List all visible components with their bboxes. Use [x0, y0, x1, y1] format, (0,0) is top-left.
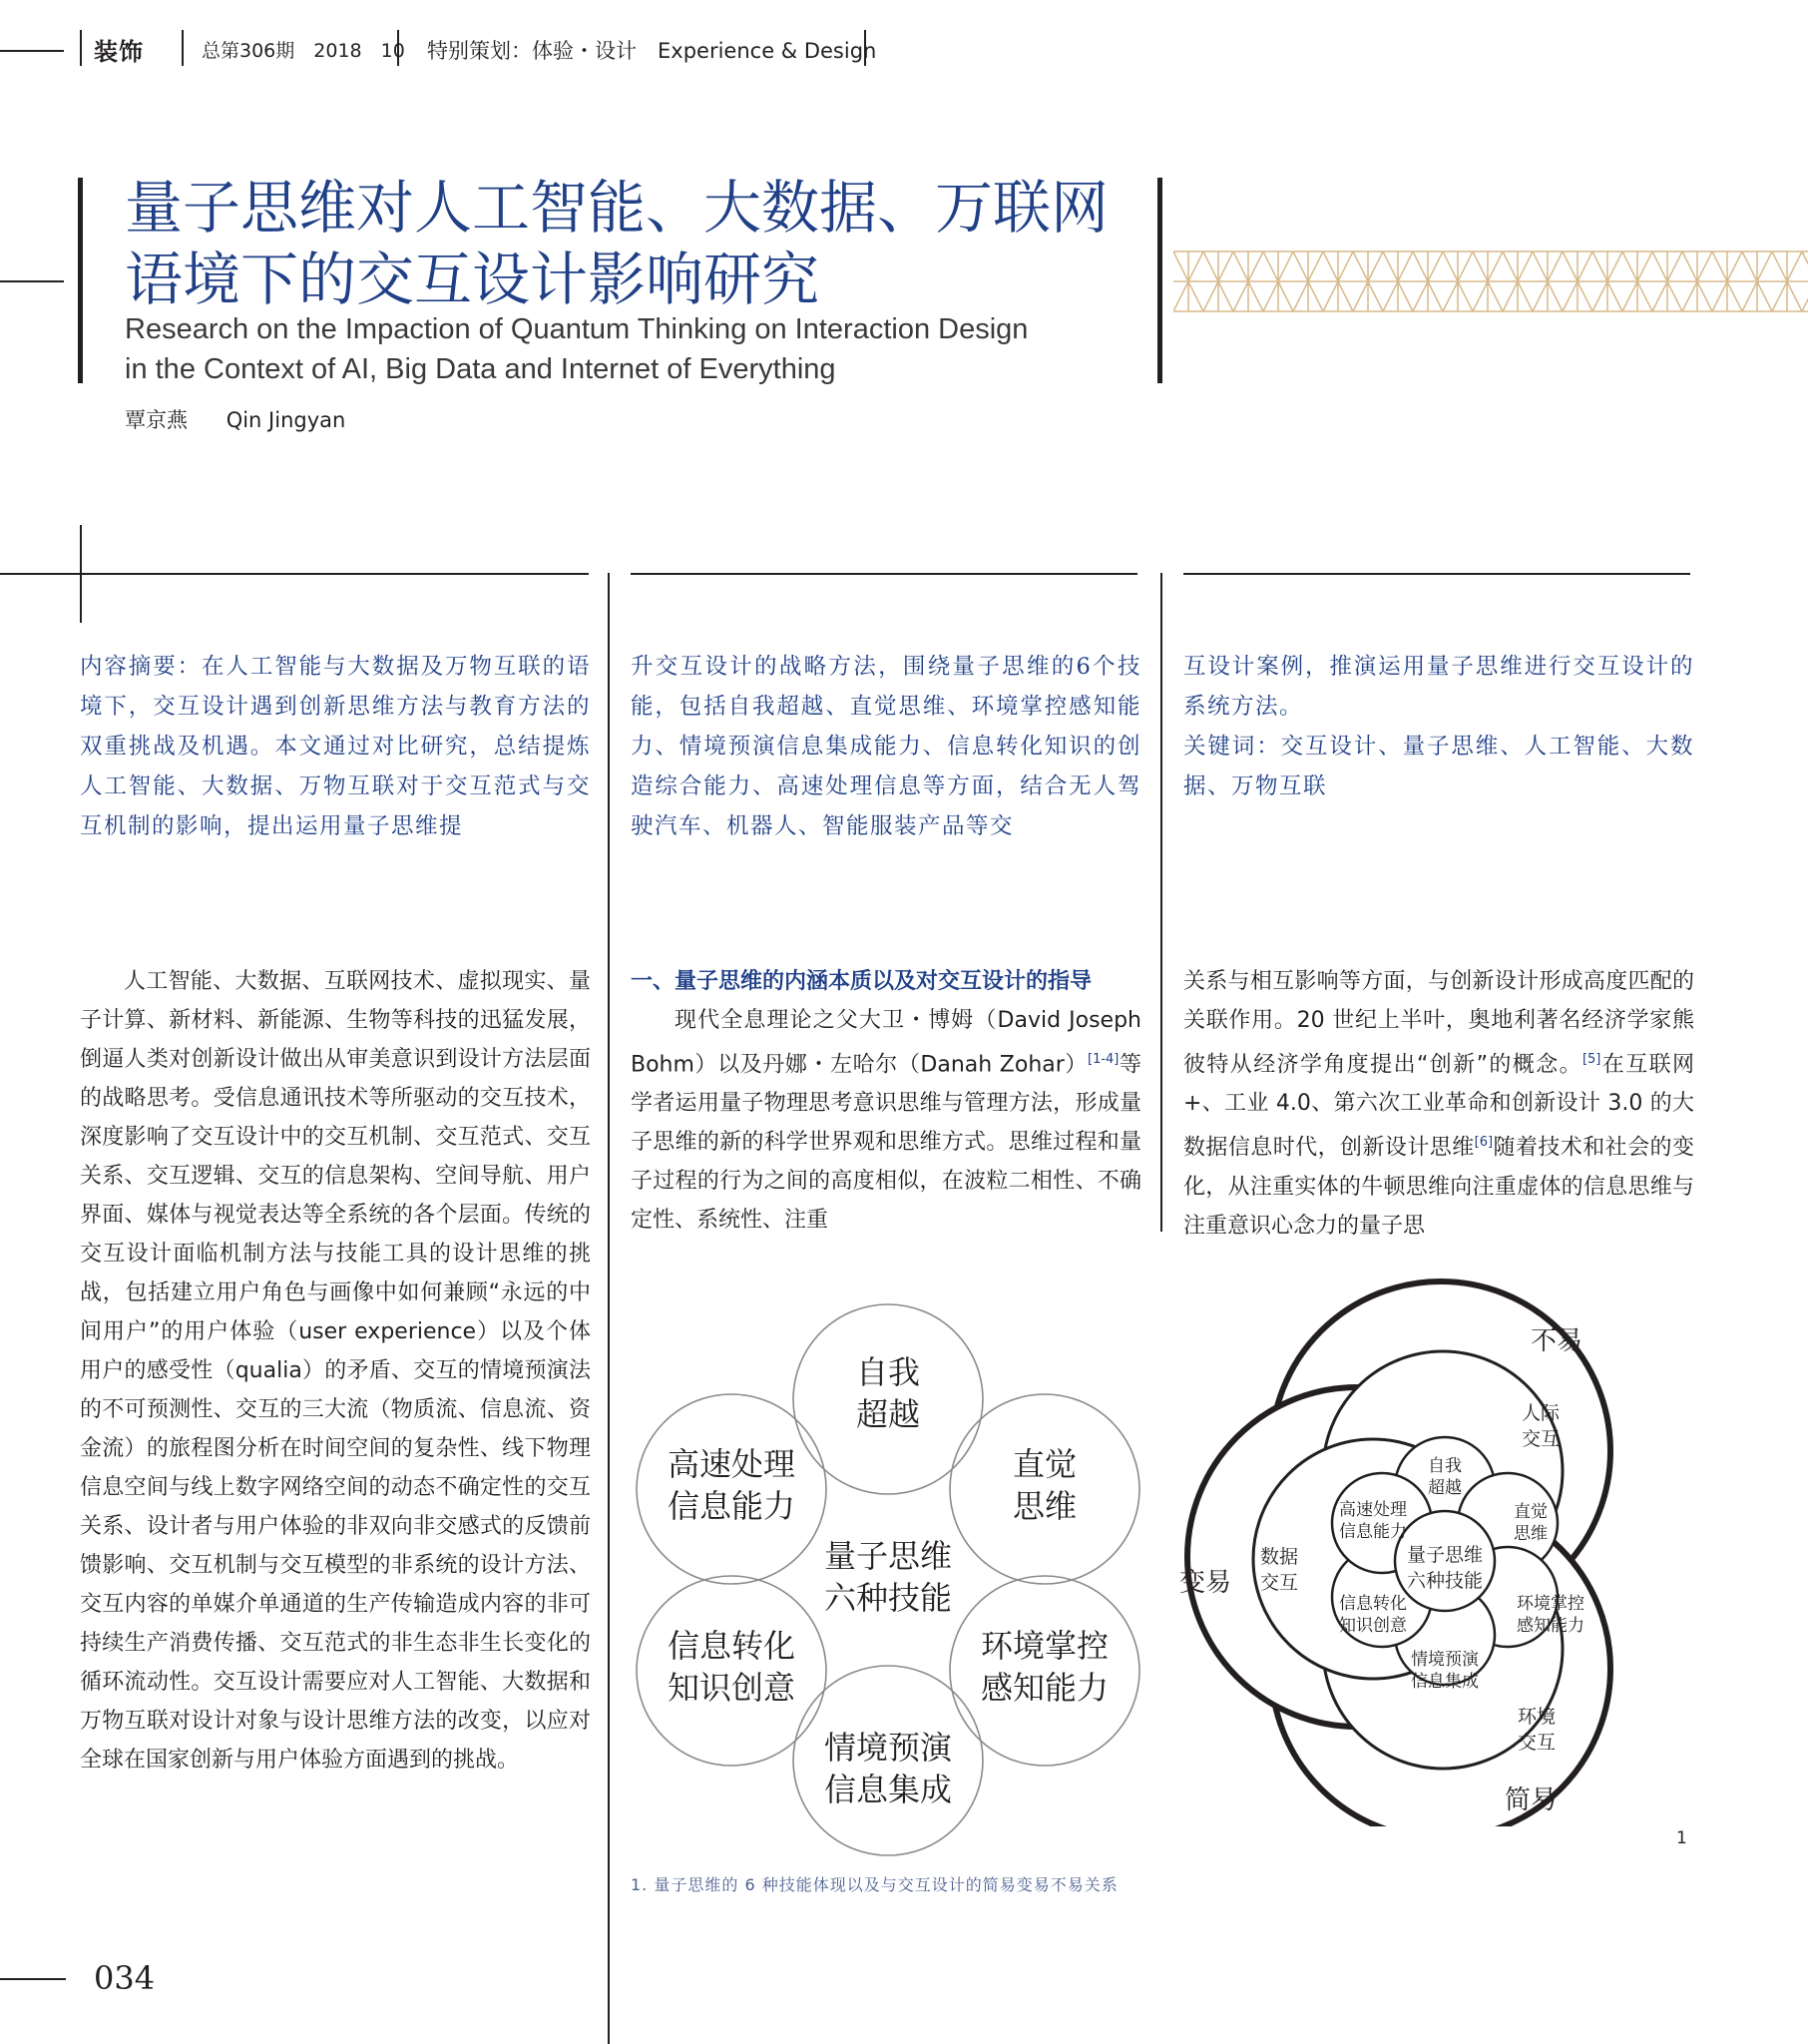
body-col2-paragraph: [631, 1001, 1141, 1240]
section-heading: 一、量子思维的内涵本质以及对交互设计的指导: [631, 969, 1093, 994]
left-petal-4-line2: 信息集成: [823, 1771, 953, 1808]
left-petal-5-line2: 知识创意: [667, 1669, 796, 1707]
citation-6: [6]: [1474, 1135, 1494, 1151]
figure-caption: 1. 量子思维的 6 种技能体现以及与交互设计的简易变易不易关系: [631, 1875, 1119, 1894]
mid-label-left-2: 交互: [1259, 1572, 1299, 1594]
left-petal-4-line1: 情境预演: [823, 1729, 953, 1767]
abstract-col3-text: 互设计案例，推演运用量子思维进行交互设计的系统方法。: [1183, 654, 1694, 720]
body-col1: 人工智能、大数据、互联网技术、虚拟现实、量子计算、新材料、新能源、生物等科技的迅猛发展，倒逼人类对创新设计做出从审美意识到设计方法层面的战略思考。受信息通讯技术等所驱动的交互技术，深度影响了交互设计中的交互机制、交互范式、交互关系、交互逻辑、交互的信息架构、空间导航、用户界面、媒体与视觉表达等全系统的各个层面。传统的交互设计面临机制方法与技能工具的设计思维的挑战，包括建立用户角色与画像中如何兼顾“永远的中间用户”的用户体验（user experience）以及个体用户的感受性（qualia）的矛盾、交互的情境预演法的不可预测性、交互的三大流（物质流、信息流、资金流）的旅程图分析在时间空间的复杂性、线下物理信息空间与线上数字网络空间的动态不确定性的交互关系、设计者与用户体验的非双向非交感式的反馈前馈影响、交互机制与交互模型的非系统的设计方法、交互内容的单媒介单通道的生产传输造成内容的非可持续生产消费传播、交互范式的非生态非生长变化的循环流动性。交互设计需要应对人工智能、大数据和万物互联对设计对象与设计思维方法的改变，以应对全球在国家创新与用户体验方面遇到的挑战。: [80, 969, 591, 1773]
right-petal-6-line1: 高速处理: [1339, 1500, 1407, 1520]
title-english: [125, 309, 1123, 389]
citation-1-4: [1-4]: [1088, 1052, 1120, 1067]
body-col3: [1183, 962, 1694, 1246]
header-divider-2: [182, 30, 184, 66]
column-divider-2: [1160, 573, 1162, 1232]
left-center-line2: 六种技能: [823, 1579, 953, 1617]
body-col3-text-b: 在互联网 +、工业 4.0、第六次工业革命和创新设计 3.0 的大数据信息时代，创新设计思维: [1183, 1052, 1694, 1161]
mid-label-top-2: 交互: [1521, 1428, 1561, 1450]
left-petal-3-line1: 环境掌控: [980, 1627, 1110, 1665]
figure-right-diagram: [1161, 1268, 1656, 1826]
outer-label-bottom: 简易: [1504, 1786, 1558, 1815]
ornament-band: [1173, 250, 1808, 313]
body-col2-text-a: 现代全息理论之父大卫・博姆（David Joseph Bohm）以及丹娜・左哈尔（Danah Zohar）: [631, 1008, 1141, 1078]
left-petal-6-line2: 信息能力: [667, 1487, 796, 1525]
figure-number: 1: [1676, 1828, 1687, 1848]
left-petal-3-line2: 感知能力: [980, 1669, 1110, 1707]
right-center-line2: 六种技能: [1406, 1570, 1484, 1592]
body-col2-text-b: 等学者运用量子物理思考意识思维与管理方法，形成量子思维的新的科学世界观和思维方式。思维过程和量子过程的行为之间的高度相似，在波粒二相性、不确定性、系统性、注重: [631, 1052, 1141, 1234]
issue-info: 总第306期 2018 10: [202, 40, 405, 62]
abstract-col3: [1183, 647, 1694, 806]
author-name-en: Qin Jingyan: [226, 408, 346, 432]
title-bar-left: [78, 178, 83, 383]
abstract-rule-top-2: [631, 573, 1137, 575]
body-col3-text-c: 随着技术和社会的变化，从注重实体的牛顿思维向注重虚体的信息思维与注重意识心念力的量子思: [1183, 1135, 1694, 1239]
title-chinese-line1: 量子思维对人工智能、大数据、万联网: [125, 174, 1110, 242]
keywords: 关键词：交互设计、量子思维、人工智能、大数据、万物互联: [1183, 734, 1694, 799]
title-english-line1: Research on the Impaction of Quantum Thinking on Interaction Design: [125, 313, 1029, 345]
left-petal-6-line1: 高速处理: [667, 1445, 796, 1483]
column-divider-1: [608, 573, 610, 2044]
author-line: [125, 404, 377, 434]
outer-label-left: 变易: [1178, 1568, 1232, 1598]
mid-label-top-1: 人际: [1521, 1402, 1561, 1424]
title-english-line2: in the Context of AI, Big Data and Internet of Everything: [125, 353, 836, 385]
header-divider-1: [80, 30, 82, 66]
title-chinese: [125, 172, 1123, 315]
abstract-rule-top-3: [1183, 573, 1690, 575]
right-petal-2-line2: 思维: [1514, 1524, 1548, 1544]
outer-label-top: 不易: [1530, 1326, 1583, 1356]
body-col3-text-a: 关系与相互影响等方面，与创新设计形成高度匹配的关联作用。20 世纪上半叶，奥地利著名经济学家熊彼特从经济学角度提出“创新”的概念。: [1183, 969, 1694, 1078]
author-name-cn: 覃京燕: [125, 408, 188, 432]
right-petal-5-line2: 知识创意: [1339, 1616, 1407, 1636]
left-petal-2-line1: 直觉: [1012, 1445, 1078, 1483]
title-rule-left: [0, 280, 64, 282]
right-petal-6-line2: 信息能力: [1339, 1522, 1407, 1542]
citation-5: [5]: [1582, 1052, 1601, 1067]
right-petal-4-line1: 情境预演: [1411, 1650, 1479, 1670]
body-col2: [631, 962, 1141, 1240]
footer-rule-left: [0, 1978, 66, 1980]
title-bar-right: [1157, 178, 1162, 383]
right-petal-3-line1: 环境掌控: [1517, 1594, 1584, 1614]
left-petal-1-line1: 自我: [855, 1353, 921, 1391]
abstract-rule-top-1: [0, 573, 589, 575]
abstract-col1: 内容摘要：在人工智能与大数据及万物互联的语境下，交互设计遇到创新思维方法与教育方法的双重挑战及机遇。本文通过对比研究，总结提炼人工智能、大数据、万物互联对于交互范式与交互机制的影响，提出运用量子思维提: [80, 654, 591, 839]
abstract-col2: 升交互设计的战略方法，围绕量子思维的6个技能，包括自我超越、直觉思维、环境掌控感知能力、情境预演信息集成能力、信息转化知识的创造综合能力、高速处理信息等方面，结合无人驾驶汽车、机器人、智能服装产品等交: [631, 654, 1141, 839]
mid-label-bottom-1: 环境: [1517, 1706, 1557, 1728]
header-rule-left: [0, 50, 64, 52]
right-center-line1: 量子思维: [1406, 1544, 1484, 1566]
figure-left-diagram: [619, 1254, 1157, 1862]
mid-label-bottom-2: 交互: [1517, 1732, 1557, 1754]
feature-label: 特别策划：体验・设计 Experience & Design: [427, 39, 877, 63]
mid-label-left-1: 数据: [1259, 1546, 1299, 1568]
right-petal-1-line1: 自我: [1428, 1456, 1462, 1476]
right-petal-4-line2: 信息集成: [1411, 1672, 1479, 1692]
right-petal-3-line2: 感知能力: [1517, 1616, 1584, 1636]
page-number: 034: [94, 1959, 156, 1997]
right-petal-1-line2: 超越: [1428, 1478, 1462, 1498]
journal-logo: 装饰: [94, 38, 144, 66]
left-petal-2-line2: 思维: [1012, 1487, 1078, 1525]
left-center-line1: 量子思维: [823, 1537, 953, 1575]
title-chinese-line2: 语境下的交互设计影响研究: [125, 246, 820, 313]
left-petal-1-line2: 超越: [855, 1395, 921, 1433]
right-petal-2-line1: 直觉: [1514, 1502, 1548, 1522]
left-petal-5-line1: 信息转化: [667, 1627, 796, 1665]
right-petal-5-line1: 信息转化: [1339, 1594, 1407, 1614]
